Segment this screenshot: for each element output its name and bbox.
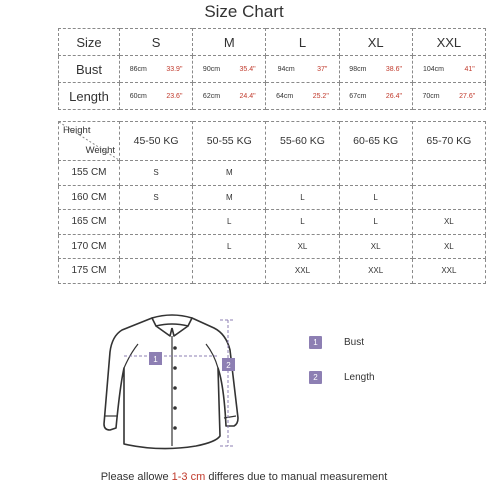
measurement-note [0,471,488,483]
bust-marker: 1 [153,355,158,364]
size-header-cell: L [266,29,339,56]
size-header-cell: XL [339,29,412,56]
cm-value: 60cm [129,92,147,100]
height-label: 175 CM [59,259,120,284]
row-label-bust: Bust [59,56,120,83]
size-cell: L [339,185,412,210]
inch-value: 24.4" [239,92,256,100]
bust-row [59,56,486,83]
measure-cell [339,83,412,110]
inch-value: 23.6" [166,92,183,100]
cm-value: 86cm [129,65,147,73]
corner-weight-label: Weight [85,145,115,156]
legend-label: Length [344,372,375,383]
size-cell: M [193,185,266,210]
height-label: 165 CM [59,210,120,235]
weight-header-cell: 55-60 KG [266,122,339,161]
size-cell [120,259,193,284]
size-cell [266,161,339,186]
inch-value: 38.6" [385,65,402,73]
measure-cell [193,83,266,110]
inch-value: 25.2" [312,92,329,100]
cm-value: 98cm [349,65,367,73]
size-cell: S [120,161,193,186]
size-cell: L [266,185,339,210]
shirt-diagram [100,306,250,456]
note-prefix: Please allowe [100,471,172,483]
size-cell: L [193,210,266,235]
size-cell: L [266,210,339,235]
size-cell: XL [412,210,485,235]
cm-value: 90cm [202,65,221,73]
size-cell: XXL [412,259,485,284]
size-cell: L [193,234,266,259]
measure-cell [120,56,193,83]
weight-header-cell: 50-55 KG [193,122,266,161]
measure-cell [412,83,485,110]
measure-cell [193,56,266,83]
height-row [59,234,486,259]
inch-value: 41" [464,65,475,73]
size-cell [412,185,485,210]
cm-value: 67cm [349,92,367,100]
size-cell [120,234,193,259]
weight-header-cell: 65-70 KG [412,122,485,161]
cm-value: 104cm [422,65,444,73]
height-row [59,161,486,186]
legend-badge: 2 [309,371,322,384]
height-label: 155 CM [59,161,120,186]
inch-value: 27.6" [459,92,476,100]
size-table [58,28,486,110]
measure-cell [266,83,339,110]
size-cell: XL [266,234,339,259]
size-header-cell: M [193,29,266,56]
weight-header-cell: 45-50 KG [120,122,193,161]
size-header-cell: XXL [412,29,485,56]
legend-badge: 1 [309,336,322,349]
size-cell: S [120,185,193,210]
measure-cell [412,56,485,83]
cm-value: 62cm [202,92,221,100]
cm-value: 94cm [277,65,295,73]
size-cell: XXL [339,259,412,284]
corner-height-label: Height [63,125,91,136]
height-label: 160 CM [59,185,120,210]
size-cell: XXL [266,259,339,284]
height-label: 170 CM [59,234,120,259]
height-weight-table [58,121,486,284]
note-highlight: 1-3 cm [171,471,206,483]
inch-value: 33.9" [166,65,183,73]
legend-bust [309,336,364,349]
height-row [59,185,486,210]
inch-value: 35.4" [239,65,256,73]
length-marker: 2 [226,361,231,370]
size-header-row [59,29,486,56]
size-cell [120,210,193,235]
cm-value: 70cm [422,92,440,100]
size-header-label: Size [59,29,120,56]
size-cell: M [193,161,266,186]
inch-value: 26.4" [385,92,402,100]
weight-header-row [59,122,486,161]
inch-value: 37" [317,65,328,73]
size-cell: L [339,210,412,235]
length-row [59,83,486,110]
weight-header-cell: 60-65 KG [339,122,412,161]
legend-length [309,371,375,384]
height-row [59,210,486,235]
measure-cell [339,56,412,83]
size-cell: XL [339,234,412,259]
size-header-cell: S [120,29,193,56]
size-cell [412,161,485,186]
height-row [59,259,486,284]
measure-cell [120,83,193,110]
page-title: Size Chart [204,2,284,21]
row-label-length: Length [59,83,120,110]
cm-value: 64cm [276,92,294,100]
size-cell: XL [412,234,485,259]
size-cell [193,259,266,284]
size-cell [339,161,412,186]
measure-cell [266,56,339,83]
corner-cell [59,122,120,161]
note-suffix: differes due to manual measurement [205,471,388,483]
legend-label: Bust [344,337,365,348]
